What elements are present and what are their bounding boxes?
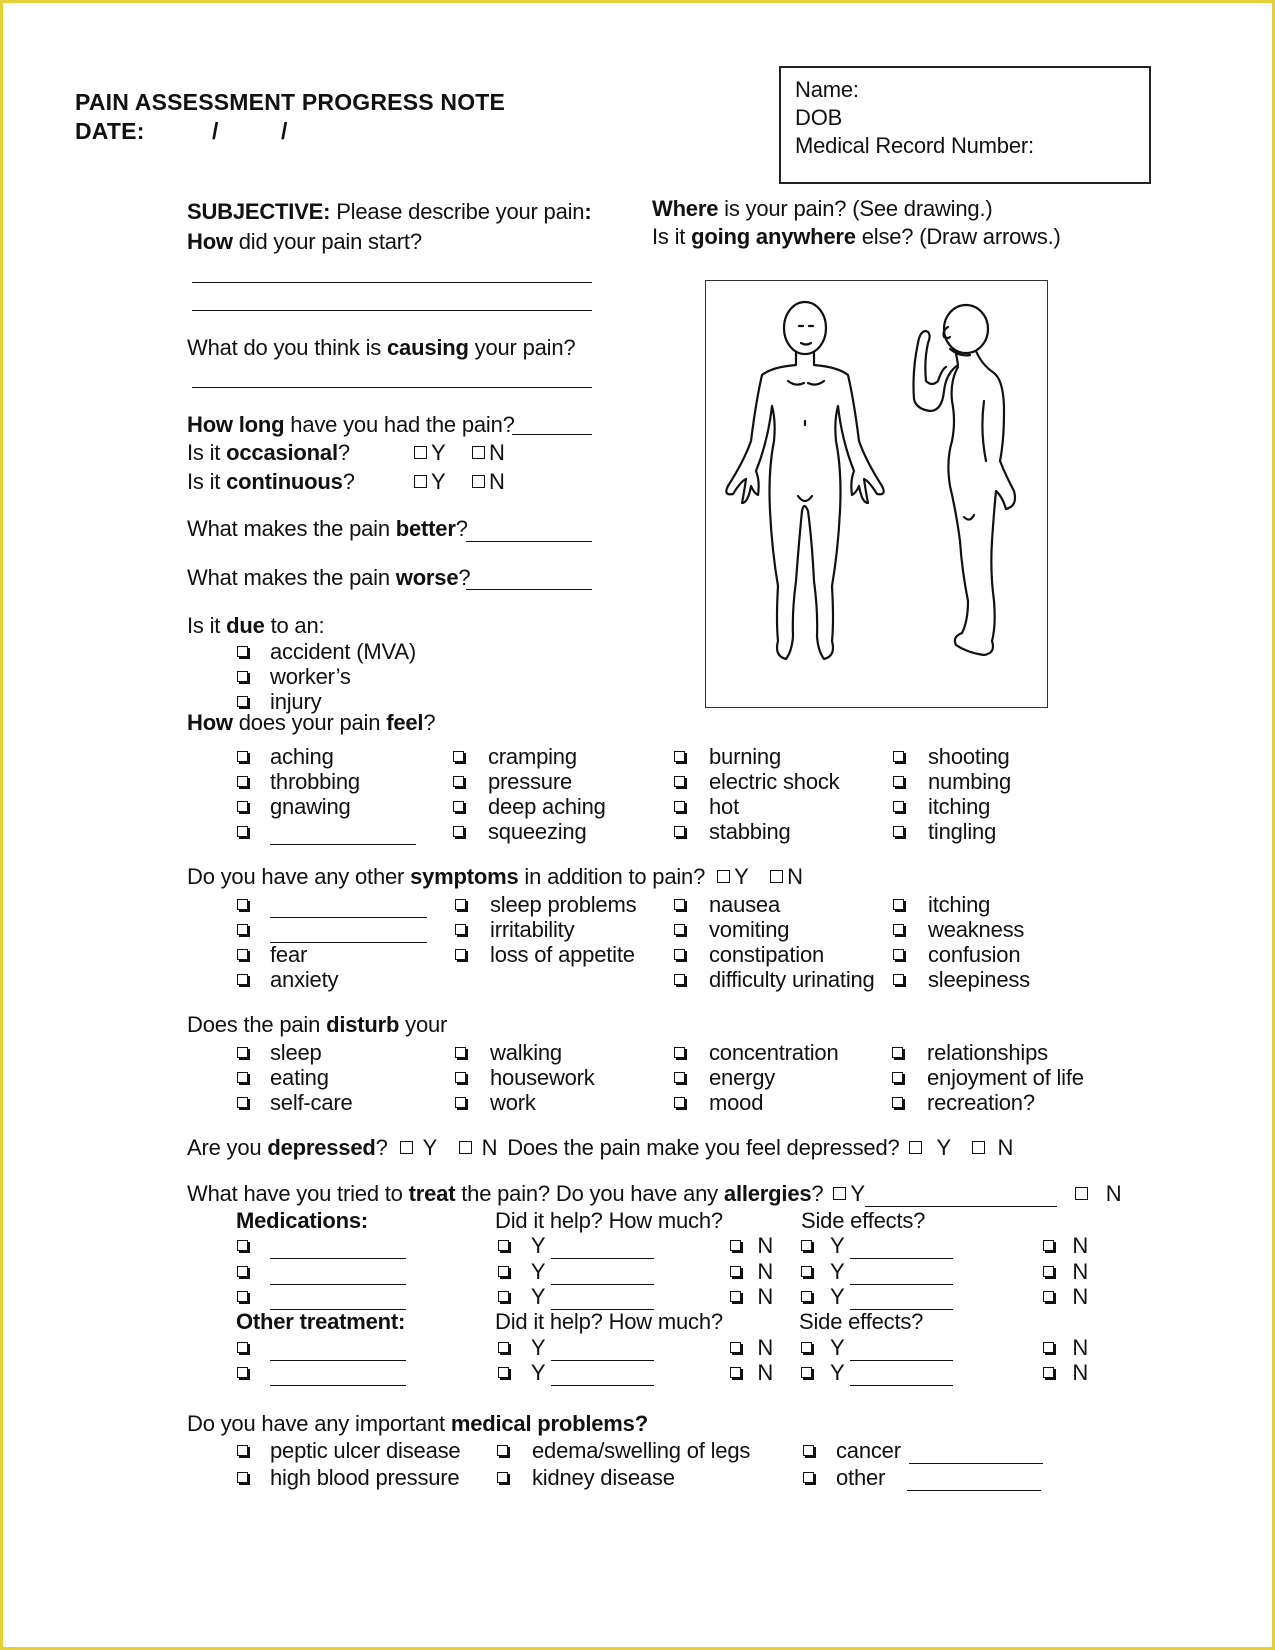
date-separator: / (212, 118, 219, 144)
checkbox-icon[interactable] (1075, 1187, 1088, 1200)
checkbox-icon (237, 646, 248, 657)
answer-line[interactable] (270, 895, 427, 918)
disturb-option[interactable]: mood (674, 1090, 763, 1116)
feel-option[interactable]: itching (893, 794, 990, 820)
disturb-option[interactable]: work (455, 1090, 536, 1116)
medical-option[interactable]: high blood pressure (237, 1465, 459, 1491)
checkbox-icon (674, 776, 685, 787)
checkbox-icon (472, 475, 485, 488)
feel-option[interactable]: stabbing (674, 819, 791, 845)
checkbox-icon (237, 776, 248, 787)
medical-option-other[interactable]: other (803, 1465, 1041, 1491)
symptom-option[interactable]: constipation (674, 942, 824, 968)
medical-option[interactable]: peptic ulcer disease (237, 1438, 460, 1464)
medication-row[interactable]: Y N Y N (237, 1284, 1088, 1310)
checkbox-icon (237, 1266, 248, 1277)
checkbox-icon (893, 949, 904, 960)
side-effect-line[interactable] (850, 1262, 953, 1285)
disturb-option[interactable]: concentration (674, 1040, 839, 1066)
answer-line[interactable] (909, 1441, 1043, 1464)
checkbox-icon (414, 475, 427, 488)
medical-option[interactable]: kidney disease (497, 1465, 675, 1491)
help-line[interactable] (551, 1363, 654, 1386)
side-effect-line[interactable] (850, 1338, 953, 1361)
feel-option[interactable]: hot (674, 794, 739, 820)
checkbox-icon (455, 1072, 466, 1083)
checkbox-icon (237, 1072, 248, 1083)
checkbox-icon[interactable] (400, 1141, 413, 1154)
duration-question: How long have you had the pain? (187, 412, 515, 437)
checkbox-icon[interactable] (833, 1187, 846, 1200)
continuous-no[interactable]: N (472, 469, 505, 495)
checkbox-icon (730, 1342, 741, 1353)
checkbox-icon (237, 949, 248, 960)
checkbox-icon (803, 1445, 814, 1456)
medication-line[interactable] (270, 1287, 406, 1310)
disturb-option[interactable]: energy (674, 1065, 775, 1091)
other-treatment-row[interactable]: Y N Y N (237, 1335, 1088, 1361)
due-question: Is it due to an: (187, 613, 325, 638)
occasional-no[interactable]: N (472, 440, 505, 466)
checkbox-icon (674, 899, 685, 910)
answer-line[interactable] (192, 282, 592, 283)
checkbox-icon (237, 1240, 248, 1251)
help-line[interactable] (551, 1236, 654, 1259)
medications-label: Medications: (236, 1208, 369, 1233)
checkbox-icon (237, 1047, 248, 1058)
answer-line[interactable] (192, 387, 592, 388)
side-effect-line[interactable] (850, 1287, 953, 1310)
disturb-option[interactable]: self-care (237, 1090, 353, 1116)
checkbox-icon (674, 1047, 685, 1058)
pain-start-question: How did your pain start? (187, 229, 422, 254)
checkbox-icon (730, 1367, 741, 1378)
checkbox-icon (455, 899, 466, 910)
checkbox-icon[interactable] (459, 1141, 472, 1154)
checkbox-icon (801, 1291, 812, 1302)
symptom-option[interactable]: fear (237, 942, 307, 968)
checkbox-icon (674, 1072, 685, 1083)
allergies-line[interactable] (865, 1184, 1057, 1207)
patient-info-box (779, 66, 1151, 184)
due-option[interactable]: accident (MVA) (237, 639, 416, 665)
checkbox-icon (497, 1472, 508, 1483)
other-treatment-label: Other treatment: (236, 1309, 406, 1334)
continuous-yes[interactable]: Y (414, 469, 445, 495)
feel-option[interactable]: cramping (453, 744, 577, 770)
checkbox-icon (237, 801, 248, 812)
checkbox-icon (498, 1342, 509, 1353)
checkbox-icon[interactable] (770, 870, 783, 883)
medical-problems-question: Do you have any important medical problems? (187, 1411, 648, 1436)
checkbox-icon (893, 776, 904, 787)
checkbox-icon (237, 924, 248, 935)
feel-option[interactable]: aching (237, 744, 334, 770)
feel-option[interactable]: gnawing (237, 794, 351, 820)
checkbox-icon (237, 671, 248, 682)
checkbox-icon (893, 751, 904, 762)
checkbox-icon (237, 1472, 248, 1483)
checkbox-icon (1043, 1367, 1054, 1378)
checkbox-icon (674, 801, 685, 812)
checkbox-icon (455, 1047, 466, 1058)
answer-line[interactable] (270, 920, 427, 943)
help-line[interactable] (551, 1262, 654, 1285)
disturb-option[interactable]: enjoyment of life (892, 1065, 1084, 1091)
symptom-option[interactable]: confusion (893, 942, 1020, 968)
checkbox-icon (414, 446, 427, 459)
checkbox-icon (892, 1097, 903, 1108)
checkbox-icon (1043, 1266, 1054, 1277)
medication-row[interactable]: Y N Y N (237, 1259, 1088, 1285)
due-option[interactable]: injury (237, 689, 321, 715)
feel-option[interactable]: shooting (893, 744, 1010, 770)
checkbox-icon (498, 1367, 509, 1378)
other-treatment-row[interactable]: Y N Y N (237, 1360, 1088, 1386)
checkbox-icon (801, 1342, 812, 1353)
checkbox-icon (674, 924, 685, 935)
medical-record-number-label: Medical Record Number: (795, 133, 1034, 158)
checkbox-icon (497, 1445, 508, 1456)
disturb-option[interactable]: relationships (892, 1040, 1048, 1066)
checkbox-icon (803, 1472, 814, 1483)
occasional-question: Is it occasional? (187, 440, 350, 465)
feel-option[interactable]: throbbing (237, 769, 360, 795)
checkbox-icon (237, 1445, 248, 1456)
checkbox-icon (453, 826, 464, 837)
symptom-option[interactable]: sleepiness (893, 967, 1030, 993)
body-diagram (706, 281, 1046, 706)
where-question: Where is your pain? (See drawing.) (652, 196, 993, 221)
checkbox-icon[interactable] (909, 1141, 922, 1154)
checkbox-icon (453, 801, 464, 812)
side-body-figure (914, 305, 1016, 655)
checkbox-icon (801, 1266, 812, 1277)
answer-line[interactable] (270, 822, 416, 845)
checkbox-icon (237, 899, 248, 910)
checkbox-icon (237, 1097, 248, 1108)
side-effects-label: Side effects? (799, 1309, 924, 1334)
checkbox-icon (1043, 1240, 1054, 1251)
checkbox-icon (730, 1240, 741, 1251)
checkbox-icon (893, 974, 904, 985)
treatment-line[interactable] (270, 1363, 406, 1386)
checkbox-icon (498, 1266, 509, 1277)
symptom-option[interactable]: vomiting (674, 917, 789, 943)
checkbox-icon (237, 1291, 248, 1302)
disturb-option[interactable]: housework (455, 1065, 595, 1091)
symptom-option-other[interactable] (237, 892, 427, 918)
checkbox-icon (237, 1367, 248, 1378)
symptoms-question: Do you have any other symptoms in addition to pain? Y N (187, 864, 803, 889)
cause-question: What do you think is causing your pain? (187, 335, 576, 360)
checkbox-icon (674, 1097, 685, 1108)
checkbox-icon (674, 826, 685, 837)
symptom-option[interactable]: itching (893, 892, 990, 918)
answer-line[interactable] (512, 434, 592, 435)
checkbox-icon (893, 924, 904, 935)
help-label: Did it help? How much? (495, 1208, 723, 1233)
checkbox-icon (893, 899, 904, 910)
date-label: DATE: (75, 118, 145, 144)
side-effects-label: Side effects? (801, 1208, 926, 1233)
answer-line[interactable] (466, 541, 592, 542)
due-option[interactable]: worker’s (237, 664, 351, 690)
treatment-line[interactable] (270, 1338, 406, 1361)
checkbox-icon (674, 751, 685, 762)
treatment-question: What have you tried to treat the pain? Do you have any allergies? Y N (187, 1181, 1122, 1206)
date-separator: / (281, 118, 288, 144)
patient-name-label: Name: (795, 77, 859, 102)
better-question: What makes the pain better? (187, 516, 468, 541)
checkbox-icon[interactable] (717, 870, 730, 883)
side-effect-line[interactable] (850, 1363, 953, 1386)
checkbox-icon (237, 696, 248, 707)
feel-option[interactable]: pressure (453, 769, 572, 795)
checkbox-icon (237, 974, 248, 985)
occasional-yes[interactable]: Y (414, 440, 445, 466)
checkbox-icon (674, 974, 685, 985)
checkbox-icon (674, 949, 685, 960)
checkbox-icon (237, 1342, 248, 1353)
checkbox-icon (893, 826, 904, 837)
answer-line[interactable] (466, 589, 592, 590)
checkbox-icon (893, 801, 904, 812)
checkbox-icon (453, 776, 464, 787)
checkbox-icon (730, 1266, 741, 1277)
feel-option[interactable]: electric shock (674, 769, 839, 795)
symptom-option[interactable]: irritability (455, 917, 574, 943)
medication-line[interactable] (270, 1236, 406, 1259)
feel-option[interactable]: deep aching (453, 794, 606, 820)
feel-option-other[interactable] (237, 819, 416, 845)
checkbox-icon (498, 1291, 509, 1302)
answer-line[interactable] (192, 310, 592, 311)
checkbox-icon (455, 949, 466, 960)
help-line[interactable] (551, 1338, 654, 1361)
checkbox-icon (453, 751, 464, 762)
symptom-option[interactable]: nausea (674, 892, 780, 918)
checkbox-icon (498, 1240, 509, 1251)
radiation-question: Is it going anywhere else? (Draw arrows.) (652, 224, 1061, 249)
checkbox-icon (892, 1072, 903, 1083)
symptom-option[interactable]: anxiety (237, 967, 338, 993)
disturb-option[interactable]: walking (455, 1040, 562, 1066)
front-body-figure (726, 302, 883, 659)
medication-row[interactable]: Y N Y N (237, 1233, 1088, 1259)
help-label: Did it help? How much? (495, 1309, 723, 1334)
feel-option[interactable]: tingling (893, 819, 996, 845)
help-line[interactable] (551, 1287, 654, 1310)
medication-line[interactable] (270, 1262, 406, 1285)
checkbox-icon (455, 1097, 466, 1108)
medical-option[interactable]: edema/swelling of legs (497, 1438, 750, 1464)
depressed-question: Are you depressed? Y N Does the pain make you feel depressed? Y N (187, 1135, 1014, 1160)
disturb-option[interactable]: eating (237, 1065, 329, 1091)
form-title: PAIN ASSESSMENT PROGRESS NOTE (75, 89, 506, 115)
disturb-question: Does the pain disturb your (187, 1012, 448, 1037)
symptom-option[interactable]: weakness (893, 917, 1024, 943)
checkbox-icon (892, 1047, 903, 1058)
checkbox-icon (801, 1367, 812, 1378)
medical-option-cancer[interactable]: cancer (803, 1438, 1043, 1464)
symptom-option[interactable]: sleep problems (455, 892, 636, 918)
disturb-option[interactable]: sleep (237, 1040, 322, 1066)
checkbox-icon[interactable] (972, 1141, 985, 1154)
checkbox-icon (1043, 1291, 1054, 1302)
continuous-question: Is it continuous? (187, 469, 355, 494)
patient-dob-label: DOB (795, 105, 843, 130)
answer-line[interactable] (907, 1468, 1041, 1491)
checkbox-icon (1043, 1342, 1054, 1353)
checkbox-icon (472, 446, 485, 459)
body-diagram-box[interactable] (705, 280, 1048, 708)
checkbox-icon (730, 1291, 741, 1302)
feel-option[interactable]: burning (674, 744, 781, 770)
feel-option[interactable]: squeezing (453, 819, 587, 845)
checkbox-icon (801, 1240, 812, 1251)
symptom-option-other[interactable] (237, 917, 427, 943)
checkbox-icon (237, 826, 248, 837)
worse-question: What makes the pain worse? (187, 565, 471, 590)
subjective-heading: SUBJECTIVE: Please describe your pain: (187, 199, 592, 224)
symptom-option[interactable]: difficulty urinating (674, 967, 875, 993)
symptom-option[interactable]: loss of appetite (455, 942, 635, 968)
checkbox-icon (455, 924, 466, 935)
side-effect-line[interactable] (850, 1236, 953, 1259)
checkbox-icon (237, 751, 248, 762)
feel-question: How does your pain feel? (187, 710, 436, 735)
feel-option[interactable]: numbing (893, 769, 1011, 795)
disturb-option[interactable]: recreation? (892, 1090, 1035, 1116)
